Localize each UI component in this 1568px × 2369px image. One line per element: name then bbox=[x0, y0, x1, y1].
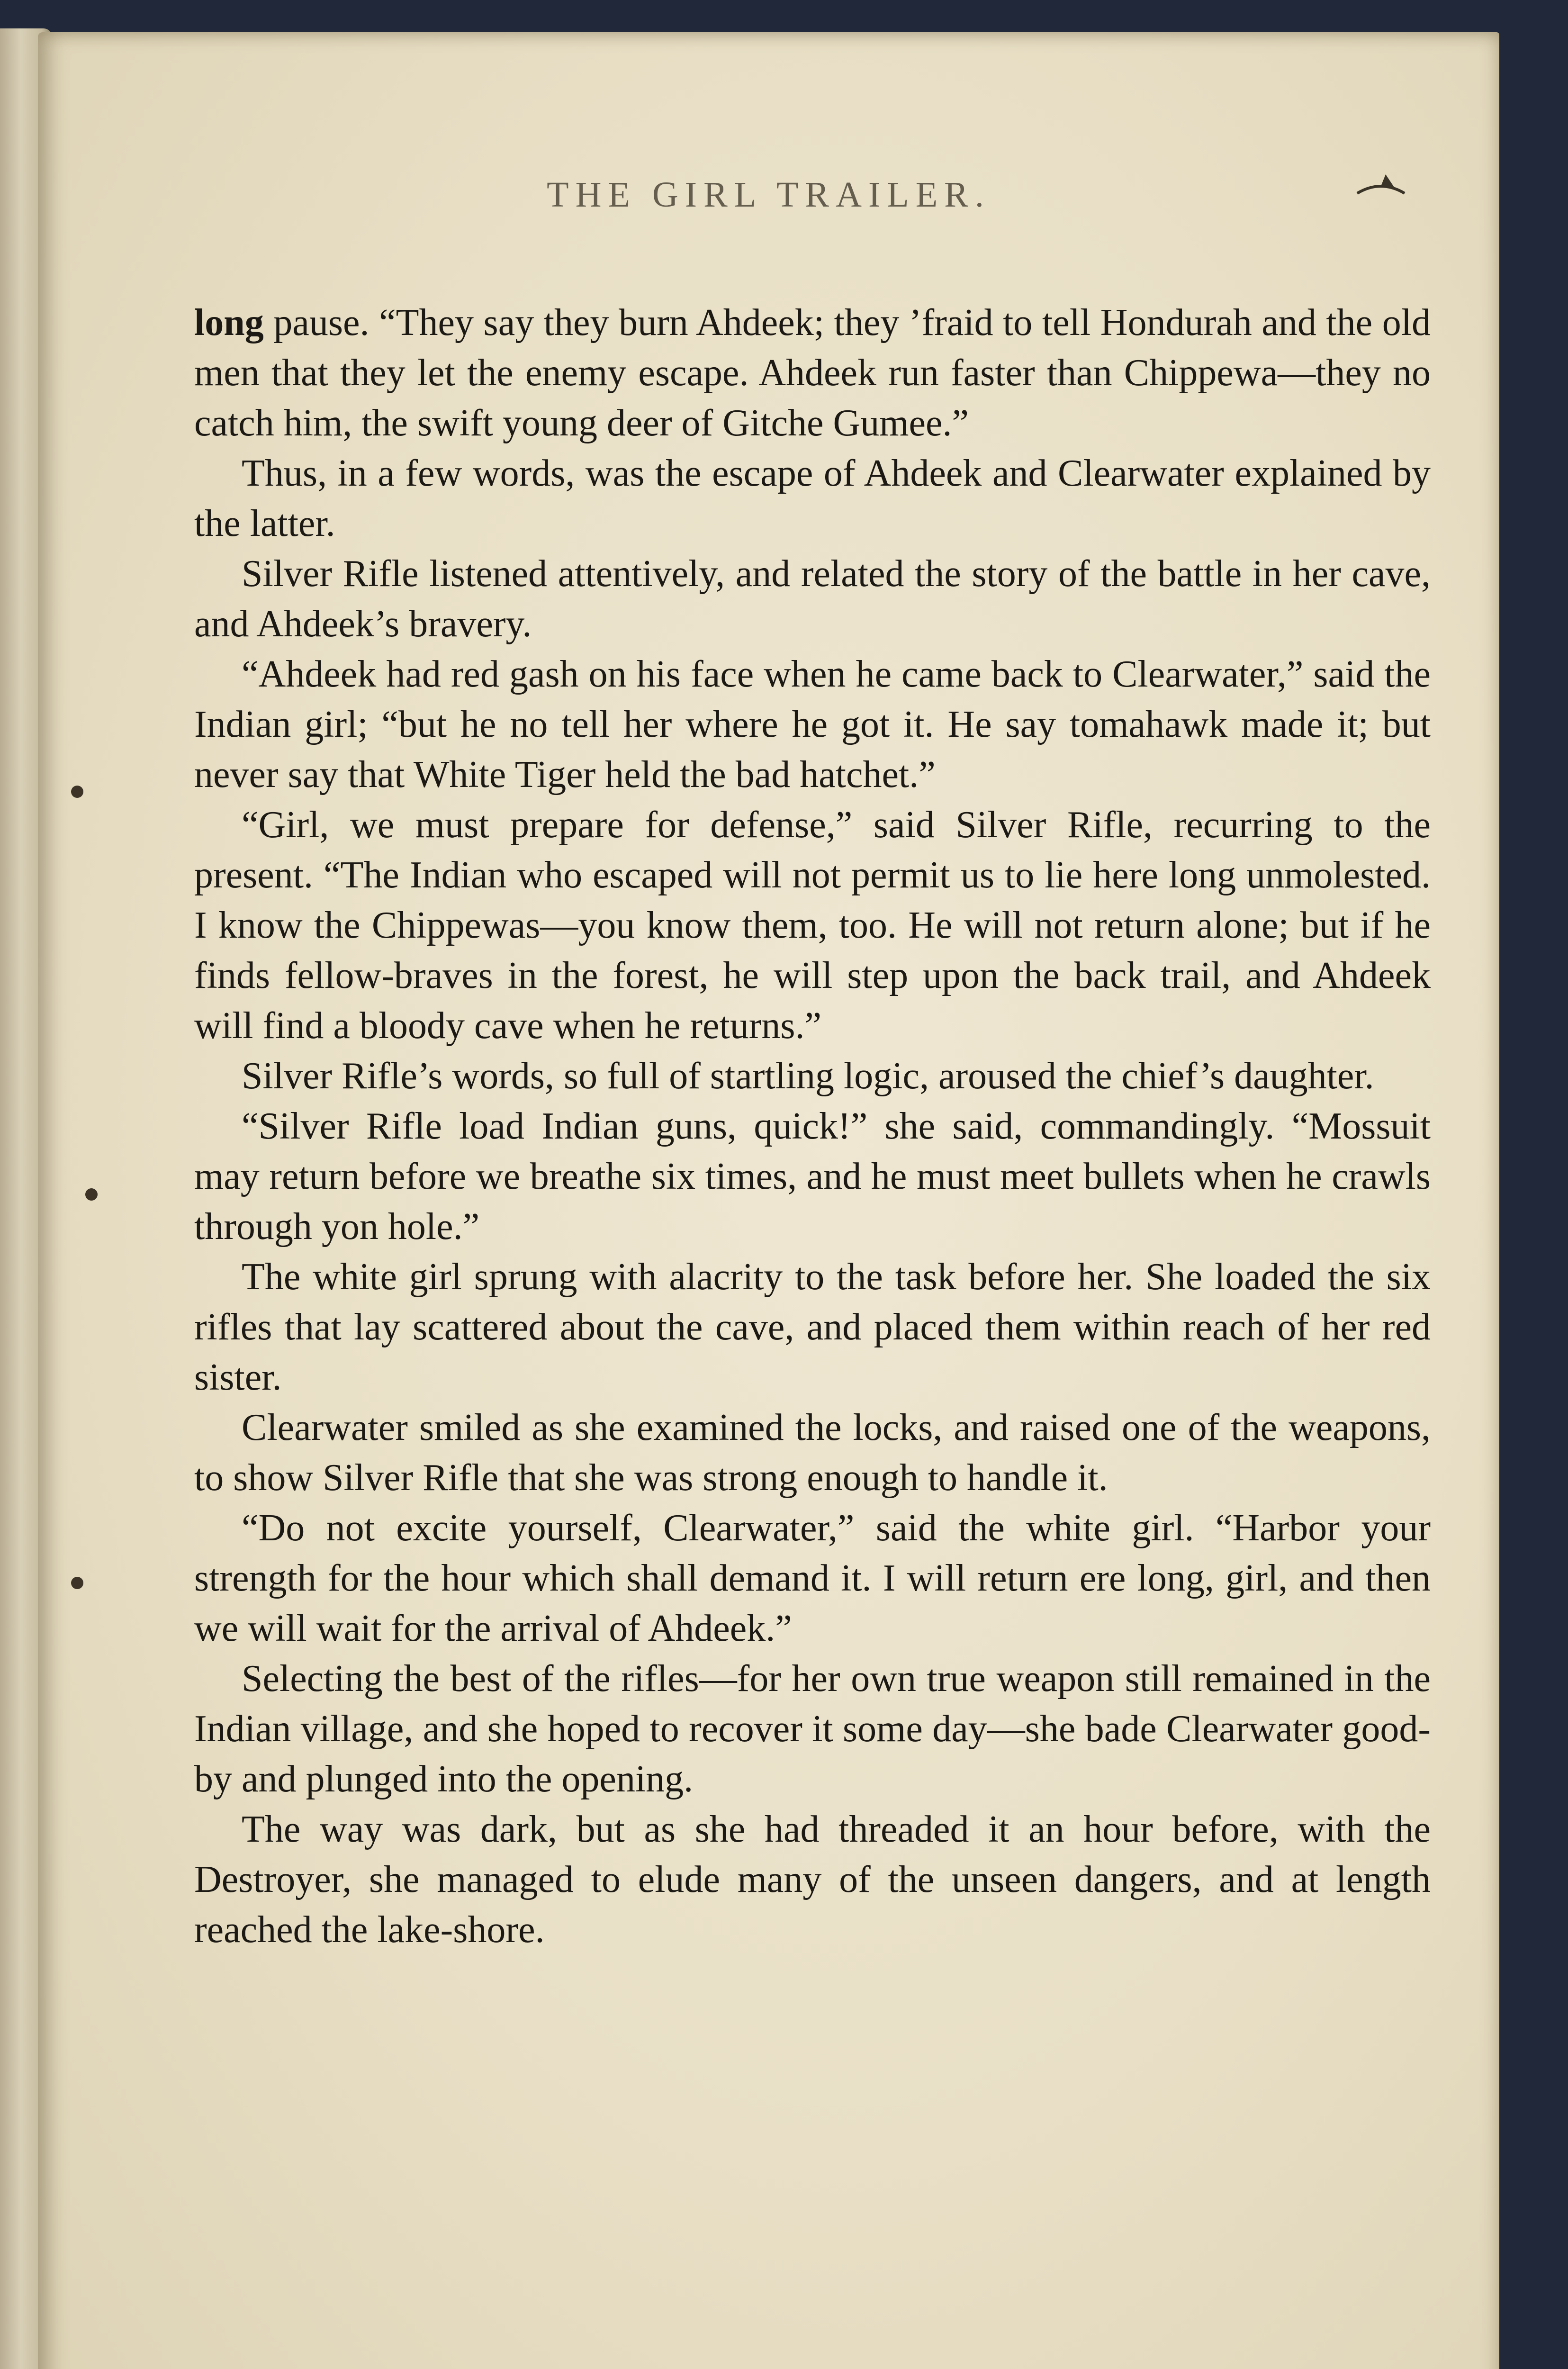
paragraph: “Do not excite yourself, Clearwater,” said the white girl. “Harbor your strength for the hour which shall demand it. I will return ere long, girl, and then we will wait for the arrival of Ahdeek.” bbox=[194, 1507, 1431, 1649]
book-page bbox=[38, 32, 1499, 2369]
running-head: THE GIRL TRAILER. bbox=[547, 175, 991, 215]
binding-hole bbox=[71, 1577, 83, 1589]
paragraph: “Girl, we must prepare for defense,” said Silver Rifle, recurring to the present. “The Indian who escaped will not permit us to lie here long unmolested. I know the Chippewas—you know them, too. He will not return alone; but if he finds fellow-braves in the forest, he will step upon the back trail, and Ahdeek will find a bloody cave when he returns.” bbox=[194, 804, 1431, 1047]
printer-ornament-icon bbox=[1352, 160, 1409, 217]
paragraph-text: pause. “They say they burn Ahdeek; they ’fraid to tell Hondurah and the old men that they let the enemy escape. Ahdeek run faster than Chippewa—they no catch him, the swift young deer of Gitche Gumee.” bbox=[194, 302, 1431, 444]
paragraph-lead: long bbox=[194, 302, 264, 344]
paragraph: Silver Rifle’s words, so full of startling logic, aroused the chief’s daughter. bbox=[242, 1055, 1374, 1097]
paragraph: Thus, in a few words, was the escape of Ahdeek and Clearwater explained by the latter. bbox=[194, 452, 1431, 544]
body-text bbox=[194, 298, 1431, 1955]
binding-hole bbox=[85, 1188, 98, 1201]
paragraph: The white girl sprung with alacrity to the task before her. She loaded the six rifles that lay scattered about the cave, and placed them within reach of her red sister. bbox=[194, 1256, 1431, 1398]
paragraph bbox=[194, 298, 1431, 448]
paragraph: “Silver Rifle load Indian guns, quick!” she said, commandingly. “Mossuit may return before we breathe six times, and he must meet bullets when he crawls through yon hole.” bbox=[194, 1105, 1431, 1248]
paragraph: The way was dark, but as she had threaded it an hour before, with the Destroyer, she managed to elude many of the unseen dangers, and at length reached the lake-shore. bbox=[194, 1808, 1431, 1951]
paragraph: “Ahdeek had red gash on his face when he came back to Clearwater,” said the Indian girl; “but he no tell her where he got it. He say tomahawk made it; but never say that White Tiger held the bad hatchet.” bbox=[194, 653, 1431, 796]
paragraph: Selecting the best of the rifles—for her own true weapon still remained in the Indian village, and she hoped to recover it some day—she bade Clearwater good-by and plunged into the opening. bbox=[194, 1658, 1431, 1800]
paragraph: Silver Rifle listened attentively, and related the story of the battle in her cave, and Ahdeek’s bravery. bbox=[194, 553, 1431, 645]
binding-hole bbox=[71, 786, 83, 798]
paragraph: Clearwater smiled as she examined the locks, and raised one of the weapons, to show Silver Rifle that she was strong enough to handle it. bbox=[194, 1407, 1431, 1499]
